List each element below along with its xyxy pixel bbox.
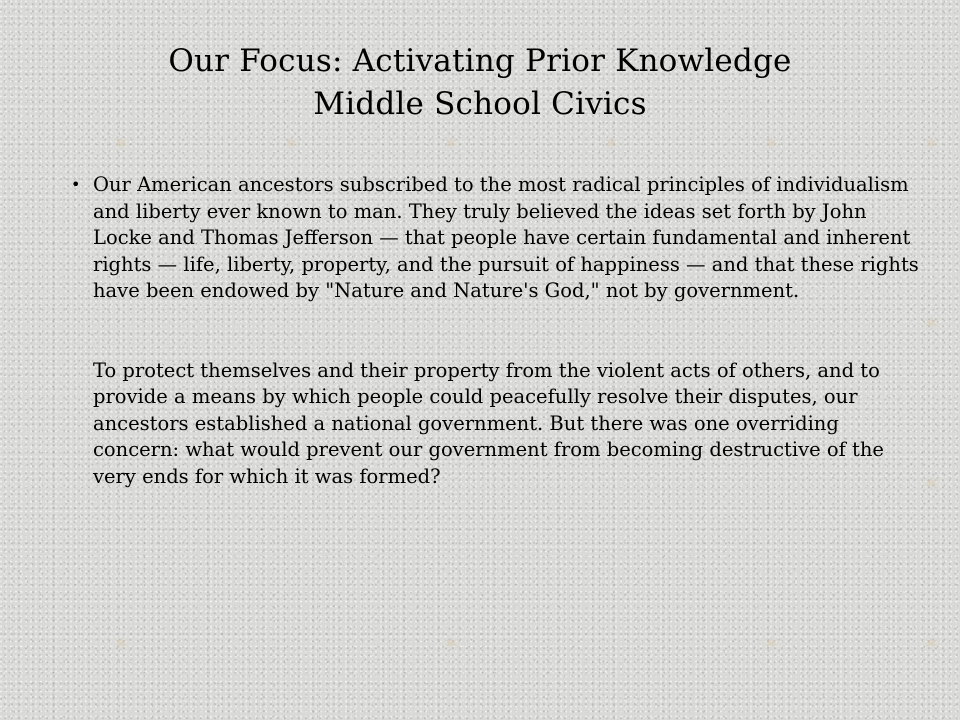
star-watermark-icon: ✶ xyxy=(762,632,781,657)
slide-body xyxy=(71,172,923,490)
star-watermark-icon: ✶ xyxy=(922,312,941,337)
title-line-secondary: Middle School Civics xyxy=(313,86,647,122)
star-watermark-icon: ✶ xyxy=(282,132,301,157)
star-watermark-icon: ✶ xyxy=(922,472,941,497)
bullet-icon: • xyxy=(71,175,81,194)
title-line-primary: Our Focus: Activating Prior Knowledge xyxy=(168,43,792,79)
star-watermark-icon: ✶ xyxy=(922,632,941,657)
slide-title xyxy=(0,40,960,126)
star-watermark-icon: ✶ xyxy=(112,632,131,657)
star-watermark-icon: ✶ xyxy=(922,132,941,157)
star-watermark-icon: ✶ xyxy=(602,132,621,157)
star-watermark-icon: ✶ xyxy=(762,132,781,157)
star-watermark-icon: ✶ xyxy=(442,632,461,657)
body-paragraph-2: To protect themselves and their property from the violent acts of others, and to provide a means by which people could peacefully resolve their disputes, our ancestors established a national government. But there was one overriding concern: what would prevent our government from becoming destructive of the very ends for which it was formed? xyxy=(93,358,884,488)
body-paragraph-1: Our American ancestors subscribed to the most radical principles of individualism and liberty ever known to man. They truly believed the ideas set forth by John Locke and Thomas Jefferson — that people have certain fundamental and inherent rights — life, liberty, property, and the pursuit of happiness — and that these rights have been endowed by "Nature and Nature's God," not by government. xyxy=(93,173,919,302)
star-watermark-icon: ✶ xyxy=(112,132,131,157)
star-watermark-icon: ✶ xyxy=(442,132,461,157)
